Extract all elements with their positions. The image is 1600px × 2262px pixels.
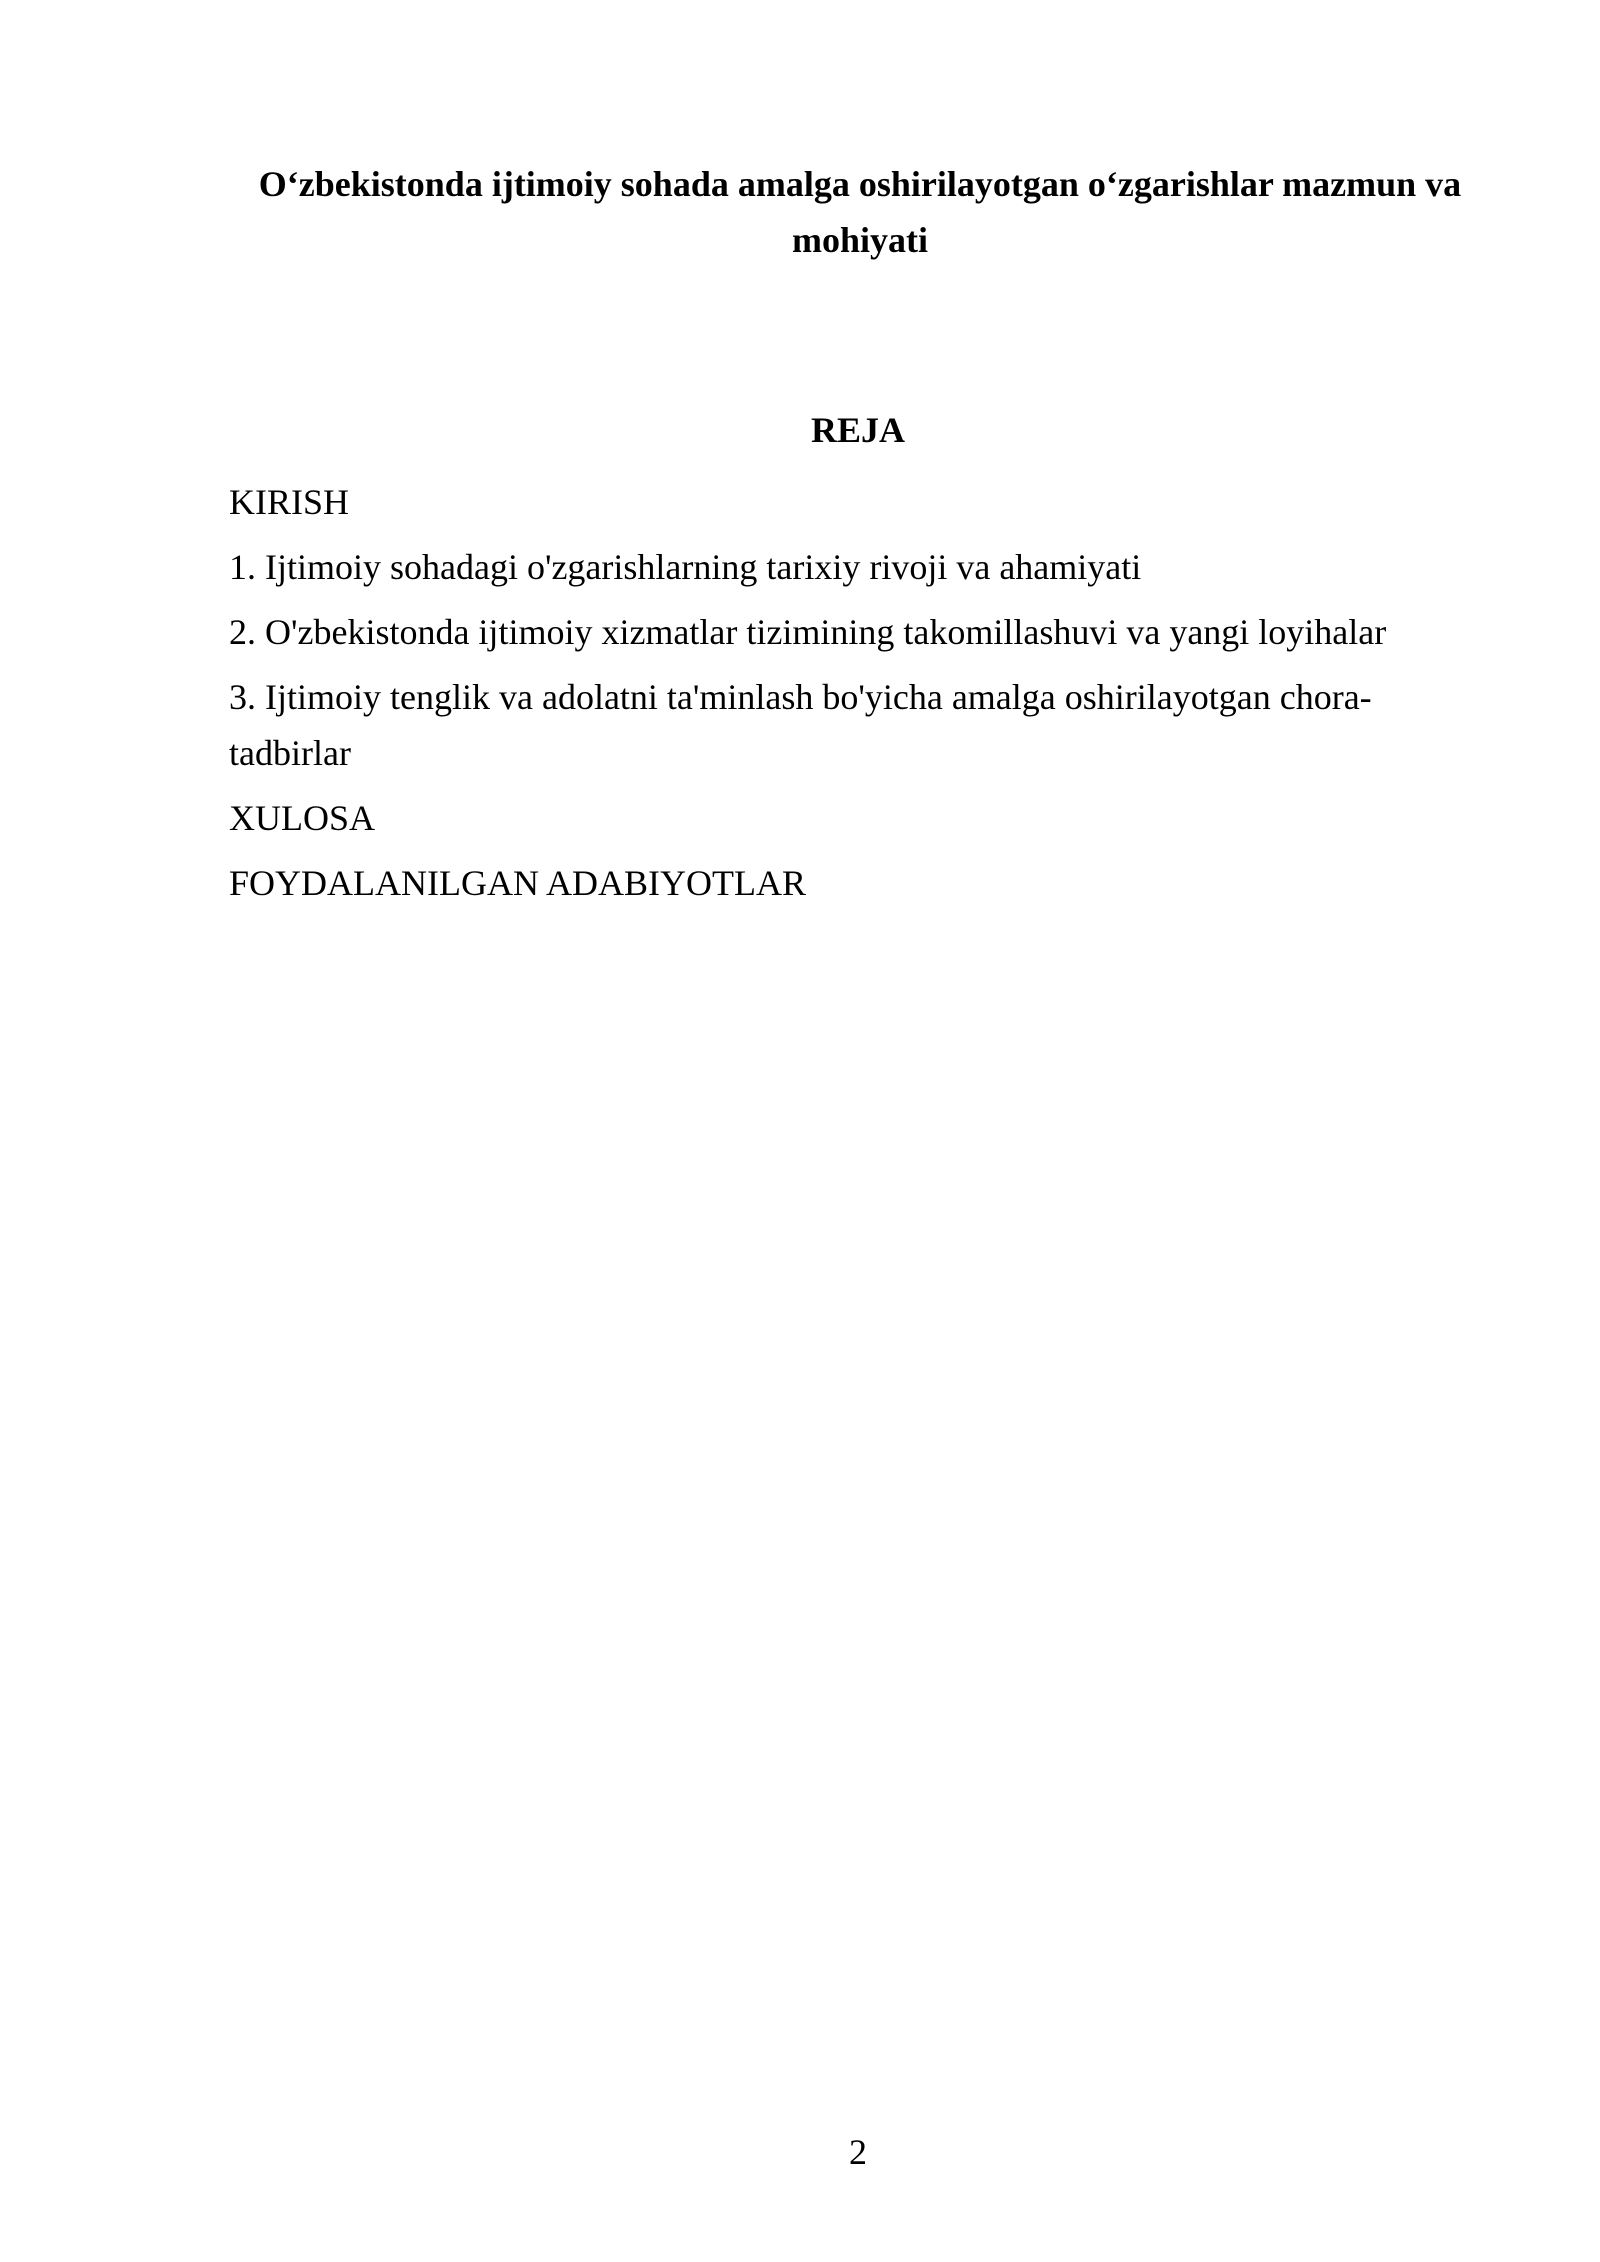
- plan-item-1: 1. Ijtimoiy sohadagi o'zgarishlarning tarixiy rivoji va ahamiyati: [229, 547, 1142, 587]
- plan-heading: REJA: [810, 410, 905, 450]
- document-title: O‘zbekistonda ijtimoiy sohada amalga oshirilayotgan o‘zgarishlar mazmun va mohiyati: [258, 164, 1462, 260]
- plan-item-introduction: KIRISH: [229, 482, 350, 522]
- page-number: 2: [849, 2132, 867, 2172]
- plan-list: [229, 474, 1489, 920]
- plan-item-2: 2. O'zbekistonda ijtimoiy xizmatlar tizimining takomillashuvi va yangi loyihalar: [229, 612, 1387, 652]
- plan-item-3: 3. Ijtimoiy tenglik va adolatni ta'minlash bo'yicha amalga oshirilayotgan chora-tadbirlar: [229, 677, 1372, 773]
- plan-item-conclusion: XULOSA: [229, 798, 376, 838]
- plan-item-references: FOYDALANILGAN ADABIYOTLAR: [229, 863, 806, 903]
